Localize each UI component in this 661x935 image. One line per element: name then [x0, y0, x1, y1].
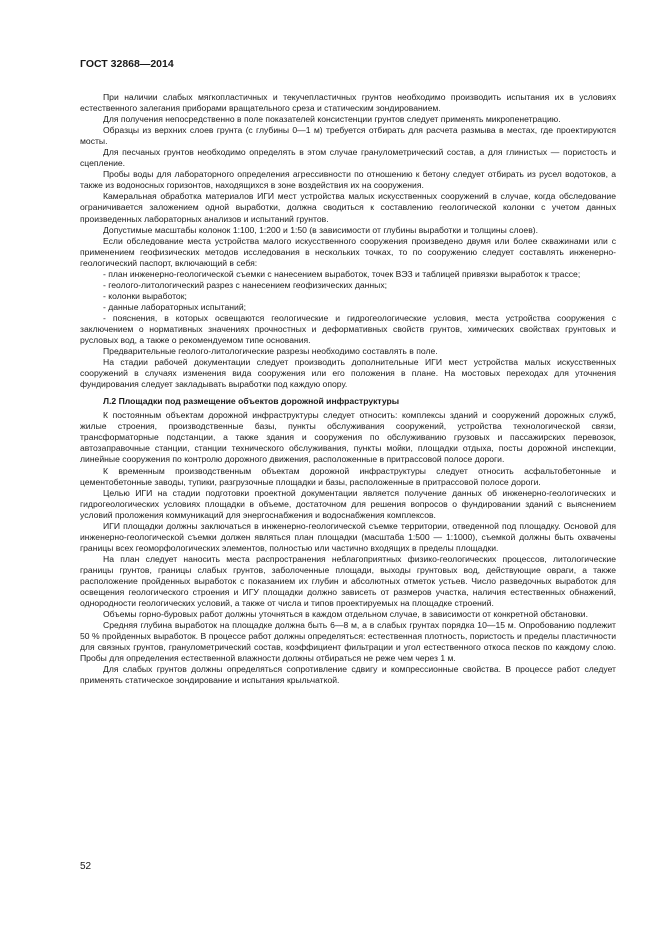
- paragraph: К постоянным объектам дорожной инфраструктуры следует относить: комплексы зданий и сооружений дорожных служб, жилые строения, производственные базы, пункты обслуживания сооружений, устройства технологической связи, трансформаторные подстанции, а также здания и сооружения по обслуживанию грузовых и пассажирских перевозок, автозаправочные станции, станции технического обслуживания, пункты мойки, площадки отдыха, посты дорожной инспекции, линейные сооружения по контролю дорожного движения, расположенные в притрассовой полосе дороги.: [80, 410, 616, 465]
- paragraph: Если обследование места устройства малого искусственного сооружения произведено двумя или более скважинами или с применением геофизических методов исследования в нескольких точках, то по сооружению следует составлять инженерно-геологический паспорт, включающий в себя:: [80, 235, 616, 268]
- paragraph: Образцы из верхних слоев грунта (с глубины 0—1 м) требуется отбирать для расчета размыва в местах, где проектируются мосты.: [80, 125, 616, 147]
- page-number: 52: [80, 861, 92, 872]
- list-item: - план инженерно-геологической съемки с нанесением выработок, точек ВЭЗ и таблицей привязки выработок к трассе;: [103, 268, 581, 279]
- paragraph: К временным производственным объектам дорожной инфраструктуры следует относить асфальтобетонные и цементобетонные заводы, тупики, разгрузочные площадки и базы, расположенные в притрассовой полосе дороги.: [80, 465, 616, 487]
- paragraph: Для песчаных грунтов необходимо определять в этом случае гранулометрический состав, а для глинистых — пористость и сцепление.: [80, 147, 616, 169]
- list-item: - пояснения, в которых освещаются геологические и гидрогеологические условия, места устройства сооружения с заключением о нормативных значениях прочностных и деформативных свойств грунтов, химических свойствах грунтовых и русловых вод, а также о рекомендуемом типе основания.: [80, 312, 616, 346]
- section-heading: Л.2 Площадки под размещение объектов дорожной инфраструктуры: [103, 396, 400, 407]
- paragraph: ИГИ площадки должны заключаться в инженерно-геологической съемке территории, отведенной под площадку. Основой для инженерно-геологической съемки должен являться план площадки (масштаба 1:500 — 1:1000), съемкой должны быть охвачены границы всех геоморфологических элементов, полностью или частично входящих в пределы площадки.: [80, 520, 616, 553]
- paragraph: При наличии слабых мягкопластичных и текучепластичных грунтов необходимо производить испытания их в условиях естественного залегания приборами вращательного среза и статическим зондированием.: [80, 92, 616, 114]
- list-item: - геолого-литологический разрез с нанесением геофизических данных;: [103, 279, 388, 290]
- paragraph: Пробы воды для лабораторного определения агрессивности по отношению к бетону следует отбирать из русел водотоков, а также из водоносных горизонтов, находящихся в зоне воздействия их на сооружения.: [80, 169, 616, 191]
- document-header: ГОСТ 32868—2014: [80, 58, 174, 70]
- paragraph: Камеральная обработка материалов ИГИ мест устройства малых искусственных сооружений в случае, когда обследование ограничивается заложением одной выработки, должна сводиться к составлению геологической колонки с учетом данных произведенных лабораторных анализов и испытаний грунтов.: [80, 191, 616, 224]
- paragraph: На стадии рабочей документации следует производить дополнительные ИГИ мест устройства малых искусственных сооружений в случаях изменения вида сооружения или его положения в плане. На мостовых переходах для уточнения фундирования следует закладывать выработки под каждую опору.: [80, 357, 616, 390]
- paragraph: Объемы горно-буровых работ должны уточняться в каждом отдельном случае, в зависимости от конкретной обстановки.: [103, 609, 588, 620]
- list-item: - колонки выработок;: [103, 290, 187, 301]
- paragraph: Для слабых грунтов должны определяться сопротивление сдвигу и компрессионные свойства. В процессе работ следует применять статическое зондирование и испытания крыльчаткой.: [80, 664, 616, 686]
- paragraph: Для получения непосредственно в поле показателей консистенции грунтов следует применять микропенетрацию.: [103, 114, 561, 125]
- paragraph: Допустимые масштабы колонок 1:100, 1:200 и 1:50 (в зависимости от глубины выработки и толщины слоев).: [103, 224, 539, 235]
- paragraph: На план следует наносить места распространения неблагоприятных физико-геологических процессов, литологические границы грунтов, границы слабых грунтов, заболоченные площади, выходы грунтовых вод, действующие овраги, а также расположение пройденных выработок с показанием их глубин и абсолютных отметок устьев. Число разведочных выработок для освещения геологического строения и ИГУ площадки должно зависеть от размеров участка, наличия естественных обнажений, однородности геологических условий, а также от числа и типов проектируемых на площадке строений.: [80, 553, 616, 609]
- document-body: [80, 92, 616, 686]
- list-item: - данные лабораторных испытаний;: [103, 301, 247, 312]
- paragraph: Предварительные геолого-литологические разрезы необходимо составлять в поле.: [103, 346, 438, 357]
- paragraph: Целью ИГИ на стадии подготовки проектной документации является получение данных об инженерно-геологических и гидрогеологических условиях площадки в объеме, достаточном для решения вопросов о фундировании зданий с выяснением условий проложения коммуникаций для энергоснабжения и водоснабжения комплексов.: [80, 487, 616, 520]
- paragraph: Средняя глубина выработок на площадке должна быть 6—8 м, а в слабых грунтах порядка 10—15 м. Опробованию подлежит 50 % пройденных выработок. В процессе работ должны определяться: естественная плотность, пористость и пределы пластичности для связных грунтов, гранулометрический состав, коэффициент фильтрации и угол естественного откоса песков по каждому слою. Пробы для определения естественной влажности должны отбираться не реже чем через 1 м.: [80, 620, 616, 664]
